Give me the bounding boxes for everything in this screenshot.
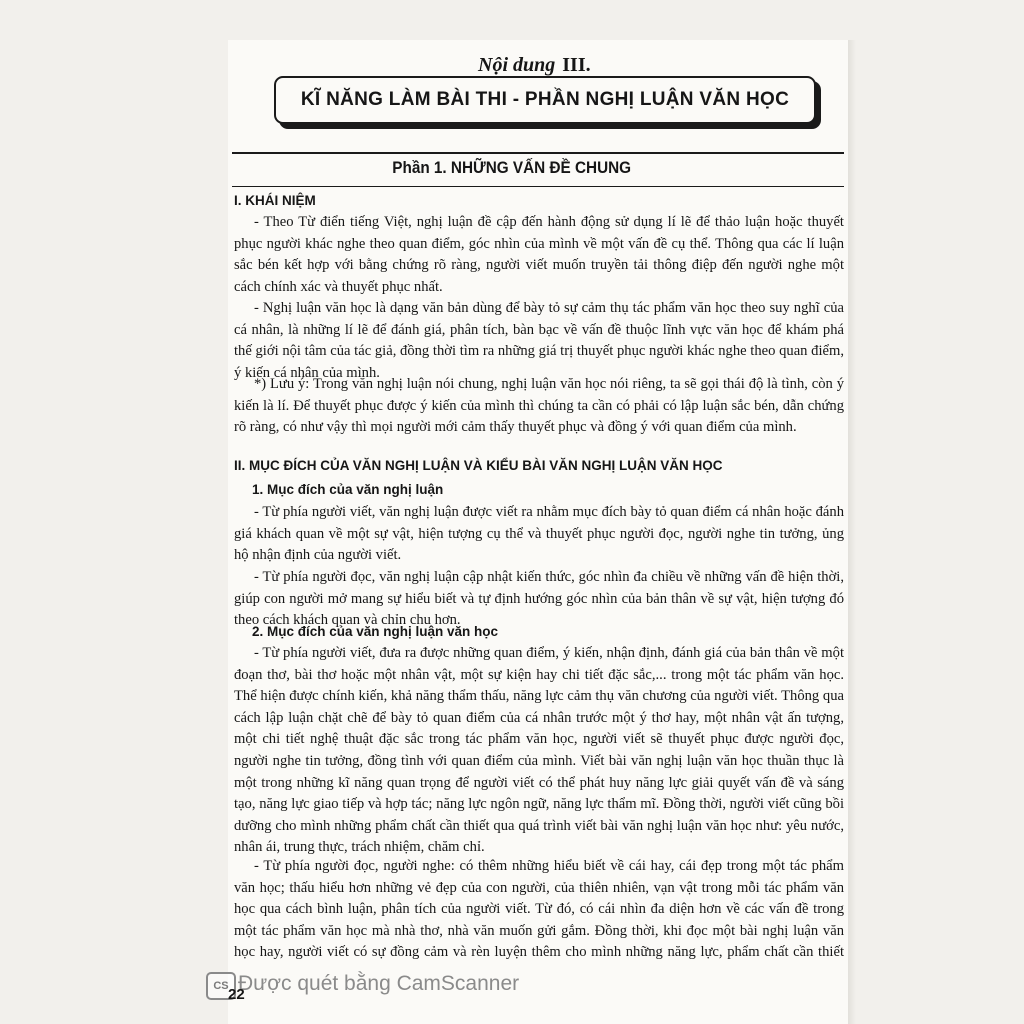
bottom-rule <box>232 186 844 187</box>
subheading-argumentative-purpose: 1. Mục đích của văn nghị luận <box>252 482 444 497</box>
paragraph-definition-2: - Nghị luận văn học là dạng văn bản dùng để bày tỏ sự cảm thụ tác phẩm văn học theo suy nghĩ của cá nhân, là những lí lẽ để đánh giá, phân tích, bàn bạc về vấn đề thuộc lĩnh vực văn học để khám phá thế giới nội tâm của tác giả, đồng thời tìm ra những giá trị thuyết phục người khác nghe theo quan điểm, ý kiến cá nhân của mình. <box>234 300 844 381</box>
paragraph-note: *) Lưu ý: Trong văn nghị luận nói chung, nghị luận văn học nói riêng, ta sẽ gọi thái độ là tình, còn ý kiến là lí. Để thuyết phục được ý kiến của mình thì chúng ta cần có phải có lập luận sắc bén, dẫn chứng rõ ràng, có như vậy thì mọi người mới cảm thấy thuyết phục và đồng ý với quan điểm của mình. <box>234 376 844 436</box>
paragraph-reader-purpose: - Từ phía người đọc, văn nghị luận cập nhật kiến thức, góc nhìn đa chiều về những vấn đề hiện thời, giúp con người mở mang sự hiểu biết và tự định hướng góc nhìn của bản thân về sự vật, hiện tượng đó theo cách khách quan và chỉn chu hơn. <box>234 569 844 629</box>
content-roman-numeral: III. <box>562 54 591 76</box>
part-title <box>0 158 1024 178</box>
paragraph-literary-writer-purpose: - Từ phía người viết, đưa ra được những quan điểm, ý kiến, nhận định, đánh giá của bản thân về một đoạn thơ, bài thơ hoặc một nhân vật, một sự kiện hay chi tiết đặc sắc,... trong một tác phẩm văn học. Thể hiện được chính kiến, khả năng thẩm thấu, năng lực cảm thụ văn chương của người viết. Thông qua cách lập luận chặt chẽ để bày tỏ quan điểm của cá nhân trước một ý thơ hay, một nhân vật ấn tượng, một chi tiết nghệ thuật đặc sắc trong tác phẩm văn học, người viết sẽ thuyết phục được người đọc, người nghe tin tưởng, đồng tình với quan điểm của mình. Viết bài văn nghị luận văn học thuần thục là một trong những kĩ năng quan trọng để người viết có thể phát huy năng lực giải quyết vấn đề và sáng tạo, năng lực giao tiếp và hợp tác; năng lực ngôn ngữ, năng lực thẩm mĩ. Đồng thời, người viết cũng bồi dưỡng cho mình những phẩm chất cần thiết qua quá trình viết bài văn nghị luận văn học như: yêu nước, nhân ái, trung thực, trách nhiệm, chăm chỉ. <box>234 645 844 856</box>
page-number: 22 <box>228 986 245 1003</box>
paragraph-writer-purpose: - Từ phía người viết, văn nghị luận được viết ra nhằm mục đích bày tỏ quan điểm cá nhân hoặc đánh giá khách quan về một sự vật, hiện tượng cụ thể và thuyết phục người đọc, người nghe tin tưởng, ủng hộ nhận định của người viết. <box>234 504 844 564</box>
paragraph-literary-reader-purpose: - Từ phía người đọc, người nghe: có thêm những hiểu biết về cái hay, cái đẹp trong một tác phẩm văn học; thấu hiểu hơn những vẻ đẹp của con người, của thiên nhiên, vạn vật trong mỗi tác phẩm văn học qua cách bình luận, phân tích của người viết. Từ đó, có cái nhìn đa diện hơn về các vấn đề trong một tác phẩm văn học mà nhà thơ, nhà văn muốn gửi gắm. Đồng thời, khi đọc một bài nghị luận văn học hay, người viết có sự đồng cảm và rèn luyện thêm cho mình những năng lực, phẩm chất cần thiết <box>234 858 844 961</box>
part-title-text: Phần 1. NHỮNG VẤN ĐỀ CHUNG <box>392 158 632 177</box>
heading-purpose: II. MỤC ĐÍCH CỦA VĂN NGHỊ LUẬN VÀ KIỂU BÀI VĂN NGHỊ LUẬN VĂN HỌC <box>234 458 723 473</box>
paragraph-definition-1: - Theo Từ điển tiếng Việt, nghị luận đề cập đến hành động sử dụng lí lẽ để thảo luận hoặc thuyết phục người khác nghe theo quan điểm, góc nhìn của mình về một vấn đề cụ thể. Thông qua các lí luận sắc bén kết hợp với bằng chứng rõ ràng, người viết muốn truyền tải thông điệp đến người nghe một cách chính xác và thuyết phục nhất. <box>234 214 844 295</box>
subheading-literary-argumentative-purpose: 2. Mục đích của văn nghị luận văn học <box>252 624 499 639</box>
chapter-title: KĨ NĂNG LÀM BÀI THI - PHẦN NGHỊ LUẬN VĂN HỌC <box>300 89 790 110</box>
content-label <box>478 54 591 77</box>
heading-definition: I. KHÁI NIỆM <box>234 193 316 208</box>
chapter-title-box <box>274 76 816 124</box>
camscanner-watermark: Được quét bằng CamScanner <box>238 972 520 995</box>
camscanner-logo: CS <box>206 972 236 1000</box>
content-label-text: Nội dung <box>478 54 556 76</box>
top-rule <box>232 152 844 154</box>
